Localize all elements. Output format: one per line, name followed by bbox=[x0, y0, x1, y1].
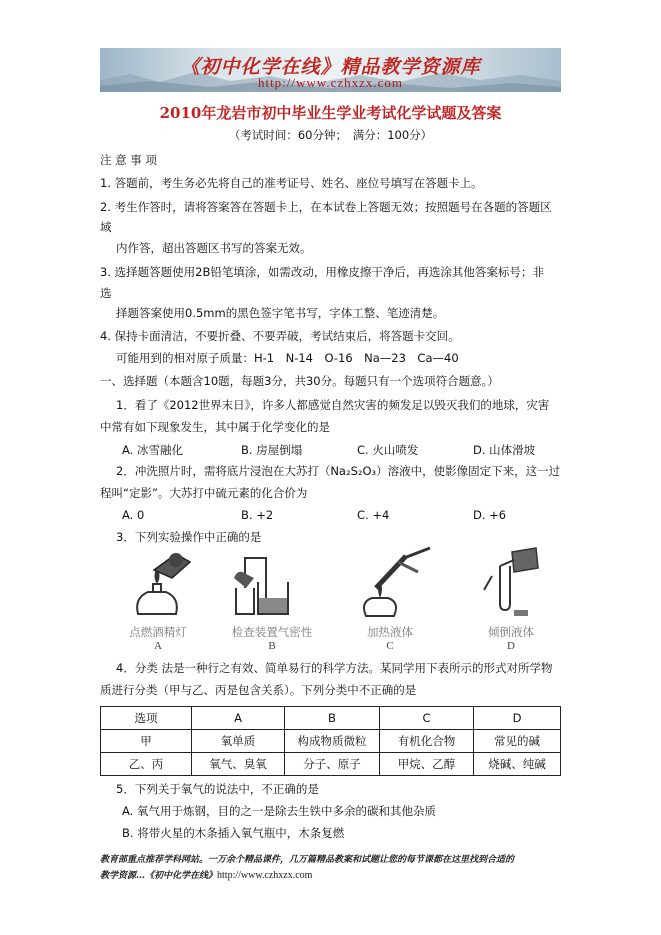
notice-line: 内作答，超出答题区书写的答案无效。 bbox=[116, 241, 312, 255]
table-cell: 甲 bbox=[101, 730, 192, 753]
notice-line: 域 bbox=[100, 220, 112, 234]
page-title: 2010年龙岩市初中毕业生学业考试化学试题及答案 bbox=[159, 104, 502, 122]
q5-option-b: B. 将带火星的木条插入氧气瓶中，木条复燃 bbox=[122, 826, 345, 840]
q1-option-d: D. 山体滑坡 bbox=[473, 443, 536, 457]
table-cell: A bbox=[192, 707, 285, 730]
question-1-text: 1．看了《2012世界末日》，许多人都感觉自然灾害的频发足以毁灭我们的地球，灾害 bbox=[116, 398, 550, 412]
figure-label-b: 检查装置气密性 bbox=[231, 625, 313, 639]
notice-line: 3. 选择题答题使用2B铅笔填涂，如需改动，用橡皮擦干净后，再选涂其他答案标号；非 bbox=[100, 265, 544, 279]
banner-url[interactable]: http://www.czhxzx.com bbox=[257, 75, 404, 90]
table-cell: 乙、丙 bbox=[101, 753, 192, 776]
table-cell: C bbox=[380, 707, 474, 730]
section-heading: 一、选择题（本题含10题，每题3分，共30分。每题只有一个选项符合题意。） bbox=[100, 374, 499, 388]
table-cell: 分子、原子 bbox=[285, 753, 380, 776]
question-2-text: 2．冲洗照片时，需将底片浸泡在大苏打（Na₂S₂O₃）溶液中，使影像固定下来，这一过 bbox=[116, 464, 561, 478]
notice-line: 2. 考生作答时，请将答案答在答题卡上，在本试卷上答题无效；按照题号在各题的答题区 bbox=[100, 200, 552, 214]
table-cell: 构成物质微粒 bbox=[285, 730, 380, 753]
notice-line: 1. 答题前，考生务必先将自己的准考证号、姓名、座位号填写在答题卡上。 bbox=[100, 176, 483, 190]
figure-label-c: 加热液体 bbox=[367, 625, 413, 639]
atomic-masses: 可能用到的相对原子质量：H-1 N-14 O-16 Na—23 Ca—40 bbox=[116, 351, 459, 365]
question-4-text: 4．分类 法是一种行之有效、简单易行的科学方法。某同学用下表所示的形式对所学物 bbox=[116, 661, 553, 675]
figure-letter-d: D bbox=[507, 640, 515, 652]
q2-option-d: D. +6 bbox=[473, 508, 507, 522]
pouring-liquid-figure bbox=[478, 546, 548, 618]
alcohol-lamp-figure bbox=[126, 548, 196, 618]
table-cell: 有机化合物 bbox=[380, 730, 474, 753]
q2-option-c: C. +4 bbox=[357, 508, 390, 522]
table-row bbox=[101, 753, 561, 776]
page-footer bbox=[100, 852, 570, 884]
figure-label-d: 倾倒液体 bbox=[488, 625, 534, 639]
banner-title: 《初中化学在线》精品教学资源库 bbox=[180, 56, 481, 78]
gas-tightness-check-figure bbox=[232, 548, 302, 618]
table-cell: D bbox=[474, 707, 561, 730]
table-cell: 氧气、臭氧 bbox=[192, 753, 285, 776]
table-row bbox=[101, 730, 561, 753]
notice-heading: 注 意 事 项 bbox=[100, 153, 157, 167]
notice-line: 4. 保持卡面清洁，不要折叠、不要弄破，考试结束后，将答题卡交回。 bbox=[100, 329, 460, 343]
table-cell: 选项 bbox=[101, 707, 192, 730]
heating-liquid-figure bbox=[346, 546, 436, 618]
question-5-text: 5．下列关于氧气的说法中，不正确的是 bbox=[116, 782, 319, 796]
q1-option-a: A. 冰雪融化 bbox=[122, 443, 183, 457]
question-3-text: 3．下列实验操作中正确的是 bbox=[116, 530, 262, 544]
table-cell: 烧碱、纯碱 bbox=[474, 753, 561, 776]
q1-option-c: C. 火山喷发 bbox=[357, 443, 419, 457]
question-1-text: 中常有如下现象发生，其中属于化学变化的是 bbox=[100, 420, 330, 434]
q2-option-a: A. 0 bbox=[122, 508, 145, 522]
table-cell: 氧单质 bbox=[192, 730, 285, 753]
q5-option-a: A. 氧气用于炼钢，目的之一是除去生铁中多余的碳和其他杂质 bbox=[122, 804, 436, 818]
site-banner bbox=[100, 48, 561, 92]
figure-letter-b: B bbox=[268, 640, 276, 652]
exam-info: （考试时间：60分钟； 满分：100分） bbox=[228, 128, 433, 142]
classification-table bbox=[100, 706, 561, 776]
q2-option-b: B. +2 bbox=[241, 508, 274, 522]
figure-letter-a: A bbox=[154, 640, 162, 652]
table-cell: B bbox=[285, 707, 380, 730]
table-header-row bbox=[101, 707, 561, 730]
table-cell: 甲烷、乙醇 bbox=[380, 753, 474, 776]
figure-letter-c: C bbox=[386, 640, 394, 652]
notice-line: 选 bbox=[100, 286, 112, 300]
footer-text: 教学资源…《初中化学在线》 bbox=[100, 871, 218, 881]
question-4-text: 质进行分类（甲与乙、丙是包含关系）。下列分类中不正确的是 bbox=[100, 683, 417, 697]
table-cell: 常见的碱 bbox=[474, 730, 561, 753]
notice-line: 择题答案使用0.5mm的黑色签字笔书写，字体工整、笔迹清楚。 bbox=[116, 306, 445, 320]
footer-line bbox=[100, 868, 570, 884]
question-2-text: 程叫“定影”。大苏打中硫元素的化合价为 bbox=[100, 486, 308, 500]
footer-link[interactable]: http://www.czhxzx.com bbox=[217, 870, 313, 881]
q1-option-b: B. 房屋倒塌 bbox=[241, 443, 303, 457]
footer-line: 教育部重点推荐学科网站。一万余个精品课件，几万篇精品教案和试题让您的每节课都在这里找到合适的 bbox=[100, 855, 515, 865]
figure-label-a: 点燃酒精灯 bbox=[129, 625, 187, 639]
